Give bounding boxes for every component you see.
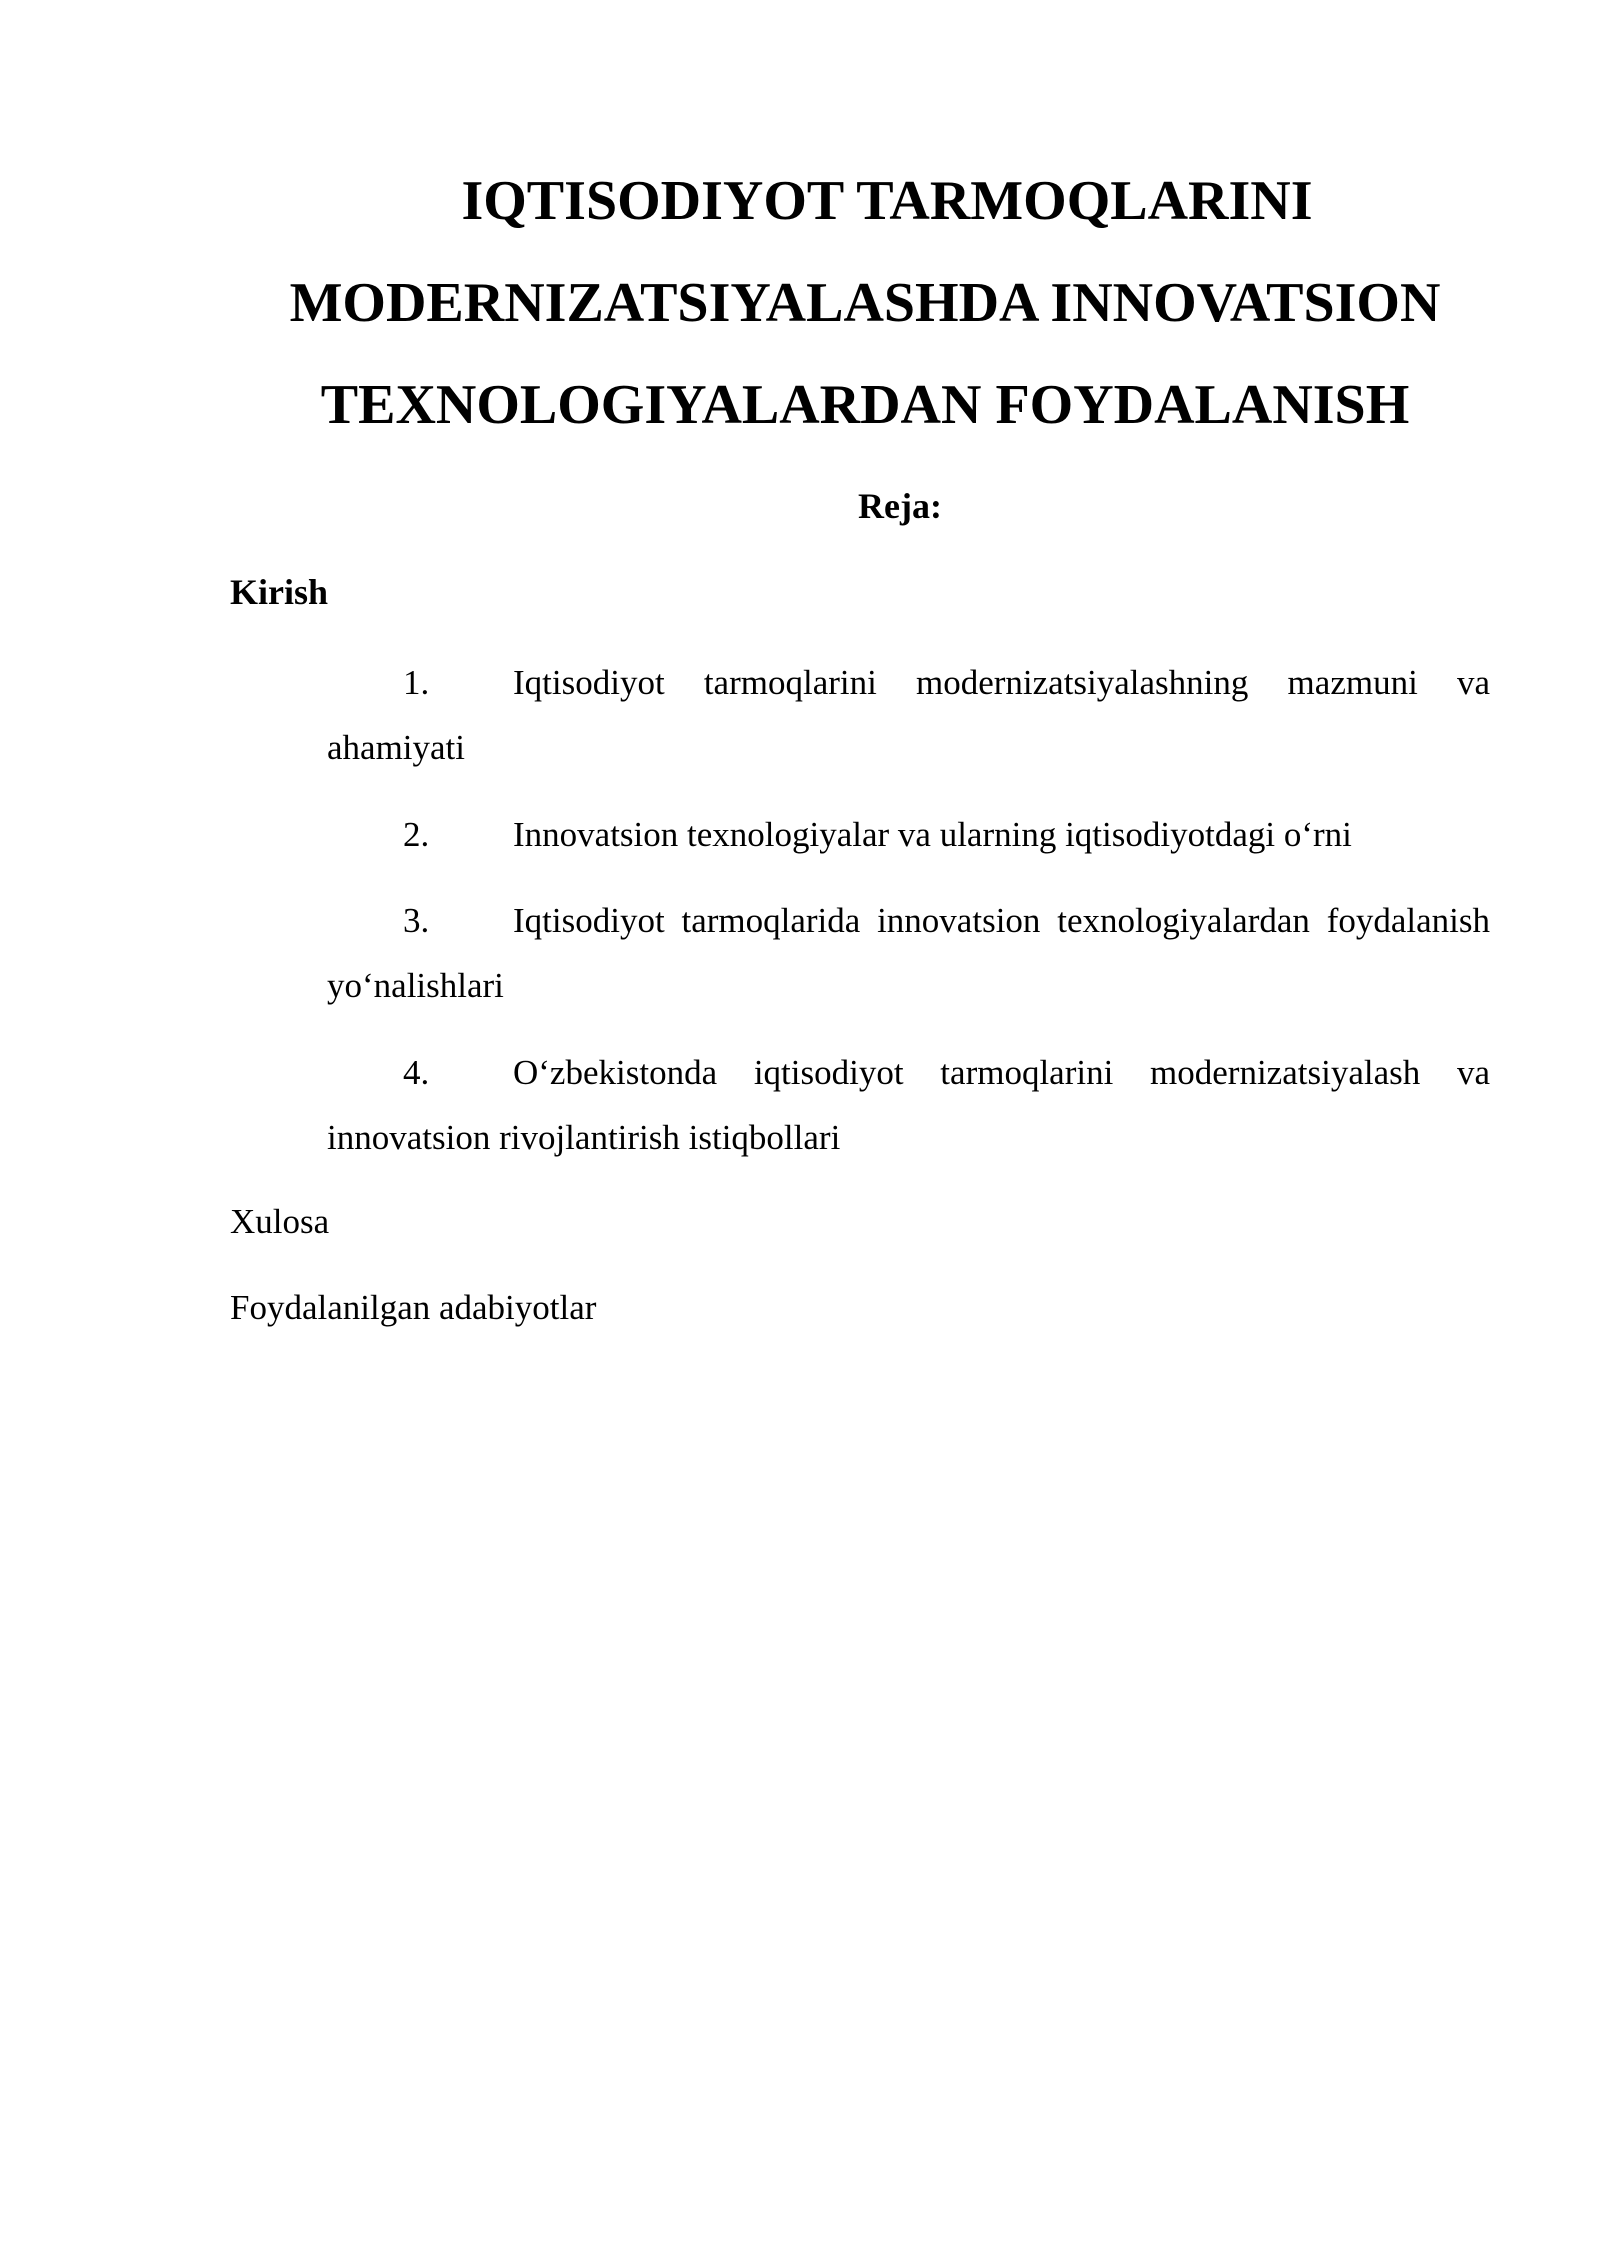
- plan-item-text: Innovatsion texnologiyalar va ularning iqtisodiyotdagi o‘rni: [513, 815, 1352, 854]
- plan-item: [327, 650, 1490, 780]
- plan-item: [327, 888, 1490, 1018]
- plan-item: [327, 1040, 1490, 1170]
- title-line: MODERNIZATSIYALASHDA INNOVATSION: [289, 272, 1441, 334]
- plan-item: [327, 802, 1490, 867]
- plan-item-number: 4.: [403, 1053, 430, 1092]
- intro-heading: Kirish: [230, 572, 329, 612]
- plan-item-text: Iqtisodiyot tarmoqlarida innovatsion texnologiyalardan foydalanish yo‘nalishlari: [327, 901, 1490, 1005]
- plan-item-text: Iqtisodiyot tarmoqlarini modernizatsiyalashning mazmuni va ahamiyati: [327, 663, 1490, 767]
- title-line: TEXNOLOGIYALARDAN FOYDALANISH: [320, 374, 1410, 436]
- plan-item-text: O‘zbekistonda iqtisodiyot tarmoqlarini modernizatsiyalash va innovatsion rivojlantirish istiqbollari: [327, 1053, 1490, 1157]
- plan-item-number: 3.: [403, 901, 430, 940]
- plan-item-number: 2.: [403, 815, 430, 854]
- plan-item-number: 1.: [403, 663, 430, 702]
- references-heading: Foydalanilgan adabiyotlar: [230, 1288, 597, 1327]
- title-line: IQTISODIYOT TARMOQLARINI: [461, 170, 1313, 232]
- plan-heading: Reja:: [858, 486, 942, 526]
- document-title: [230, 150, 1500, 456]
- conclusion-heading: Xulosa: [230, 1202, 330, 1241]
